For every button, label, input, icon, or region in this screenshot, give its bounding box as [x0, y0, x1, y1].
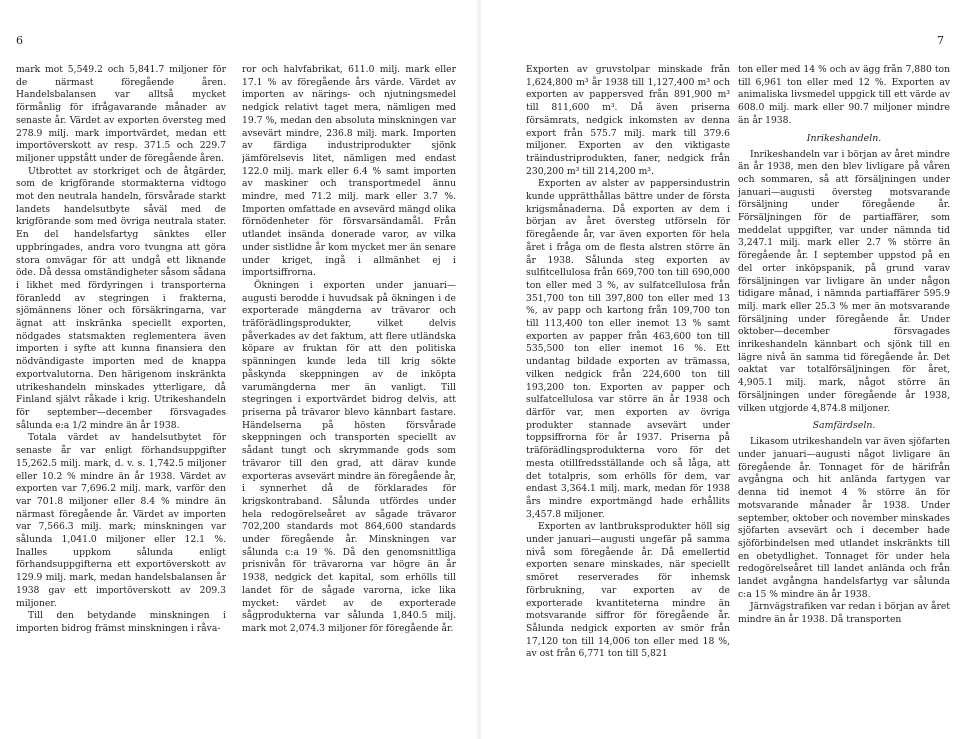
- paragraph: ror och halvfabrikat, 611.0 milj. mark eller 17.1 % av föregående års värde. Värdet av importen av närings- och njutningsmedel nedgick relativt taget mera, nämligen med 19.7 %, medan den absoluta minskningen var avsevärt mindre, 236.8 milj. mark. Importen av färdiga industriprodukter sjönk jämförelsevis litet, nämligen med endast 122.0 milj. mark eller 6.4 % samt importen av maskiner och transportmedel ännu mindre, med 71.2 milj. mark eller 3.7 %. Importen omfattade en avsevärd mängd olika förnödenheter för försvarsändamål. Från utlandet insända donerade varor, av vilka under sistlidne år kom mycket mer än senare under kriget, ingå i allmänhet ej i importsiffrorna.: [242, 64, 456, 279]
- paragraph: Utbrottet av storkriget och de åtgärder, som de krigförande stormakterna vidtogo mot den neutrala handeln, försvårade starkt landets handelsutbyte såväl med de krigförande som med övriga neutrala stater. En del handelsfartyg sänktes eller uppbringades, andra voro tvungna att göra stora omvägar för att undgå ett liknande öde. Då dessa omständigheter såsom sådana i likhet med fördyringen i transporterna föranledd av stegringen i frakterna, sjömännens löner och försäkringarna, var ägnat att inskränka speciellt exporten, nödgades statsmakten reglementera även importen i syfte att kunna finansiera den nödvändigaste importen med de knappa exportvalutorna. Den härigenom inskränkta utrikeshandeln minskades ytterligare, då Finland självt råkade i krig. Utrikeshandeln för september—december försvagades sålunda e:a 1/2 mindre än år 1938.: [16, 165, 226, 431]
- paragraph: Exporten av alster av pappersindustrin kunde upprätthållas bättre under de första krigsmånaderna. Då exporten av dem i början av året översteg utförseln för föregående år, var även exporten för hela året i fråga om de flesta alstren större än år 1938. Sålunda steg exporten av sulfitcellulosa från 669,700 ton till 690,000 ton eller med 3 %, av sulfatcellulosa från 351,700 ton till 397,800 ton eller med 13 %, av papp och kartong från 109,700 ton till 113,400 ton eller inemot 13 % samt exporten av papper från 463,600 ton till 535,500 ton eller inemot 16 %. Ett undantag bildade exporten av trämassa, vilken nedgick från 224,600 ton till 193,200 ton. Exporten av papper och sulfatcellulosa var större än år 1938 och därför var, men exporten av övriga produkter stannade avsevärt under toppsiffrorna för år 1937. Priserna på träförädlingsprodukterna voro för det mesta otillfredsställande och så låga, att det totalpris, som erhölls för dem, var endast 3,364.1 milj. mark, medan för 1938 års mindre exportmängd hade erhållits 3,457.8 miljoner.: [526, 178, 730, 520]
- paragraph: Totala värdet av handelsutbytet för senaste år var enligt förhandsuppgifter 15,262.5 milj. mark, d. v. s. 1,742.5 miljoner eller 10.2 % mindre än år 1938. Värdet av exporten var 7,696.2 milj. mark, varför den var 701.8 miljoner eller 8.4 % mindre än närmast föregående år. Värdet av importen var 7,566.3 milj. mark; minskningen var sålunda 1,041.0 miljoner eller 12.1 %. Inalles uppkom sålunda enligt förhandsuppgifterna ett exportöverskott av 129.9 milj. mark, medan handelsbalansen år 1938 gav ett importöverskott av 209.3 miljoner.: [16, 432, 226, 609]
- section-heading-inrikeshandeln: Inrikeshandeln.: [806, 132, 882, 144]
- right-page: [482, 0, 960, 739]
- paragraph: mark mot 5,549.2 och 5,841.7 miljoner för de närmast föregående åren. Handelsbalansen var alltså mycket förmånlig för ifrågavarande månader av senaste år. Värdet av exporten översteg med 278.9 milj. mark importvärdet, medan ett importöverskott av resp. 371.5 och 229.7 miljoner uppstått under de föregående åren.: [16, 64, 226, 164]
- paragraph: Inrikeshandeln var i början av året mindre än år 1938, men den blev livligare på våren och sommaren, så att försäljningen under januari—augusti översteg motsvarande försäljning under föregående år. Försäljningen för de partiaffärer, som meddelat uppgifter, var under nämnda tid 3,247.1 milj. mark eller 2.7 % större än föregående år. I september uppstod på en del orter inköpspanik, på grund varav försäljningen var livligare än under någon tidigare månad, i nämnda partiaffärer 595.9 milj. mark eller 25.3 % mer än motsvarande försäljning under föregående år. Under oktober—december försvagades inrikeshandeln kännbart och sjönk till en lägre nivå än samma tid föregående år. Det oaktat var totalförsäljningen för året, 4,905.1 milj. mark, något större än försäljningen under föregående år 1938, vilken utgjorde 4,874.8 miljoner.: [738, 148, 950, 414]
- paragraph: Likasom utrikeshandeln var även sjöfarten under januari—augusti något livligare än föregående år. Tonnaget för de härifrån avgångna och hit anlända fartygen var denna tid inemot 4 % större än för motsvarande månader år 1938. Under september, oktober och november minskades sjöfarten avsevärt och i december hade sjöförbindelsen med utlandet inskränkts till en obetydlighet. Tonnaget för under hela redogörelseåret till landet anlända och från landet avgångna handelsfartyg var sålunda c:a 15 % mindre än år 1938.: [738, 436, 950, 600]
- paragraph: ton eller med 14 % och av ägg från 7,880 ton till 6,961 ton eller med 12 %. Exporten av animaliska livsmedel uppgick till ett värde av 608.0 milj. mark eller 90.7 miljoner mindre än år 1938.: [738, 64, 950, 126]
- paragraph: Exporten av gruvstolpar minskade från 1,624,800 m³ år 1938 till 1,127,400 m³ och exporten av pappersved från 891,900 m³ till 811,600 m³. Då även priserna försämrats, nedgick inkomsten av denna export från 575.7 milj. mark till 379.6 miljoner. Exporten av den viktigaste träindustriprodukten, faner, nedgick från 230,200 m³ till 214,200 m³.: [526, 64, 730, 177]
- text-column-1: [16, 64, 226, 736]
- page-number-right: 7: [937, 34, 944, 47]
- text-column-2: [242, 64, 456, 736]
- paragraph: Till den betydande minskningen i importen bidrog främst minskningen i råva-: [16, 610, 226, 634]
- section-heading-samfardseln: Samfärdseln.: [812, 420, 876, 432]
- left-page: [0, 0, 478, 739]
- page-number-left: 6: [16, 34, 23, 47]
- text-column-4: [738, 64, 950, 736]
- paragraph: Järnvägstrafiken var redan i början av året mindre än år 1938. Då transporten: [738, 601, 950, 626]
- text-column-3: [526, 64, 730, 736]
- paragraph: Ökningen i exporten under januari—augusti berodde i huvudsak på ökningen i de exporterade mängderna av trävaror och träförädlingsprodukter, vilket delvis påverkades av det faktum, att flere utländska köpare av fruktan för att den politiska spänningen kunde leda till krig sökte påskynda skeppningen av de inköpta varumängderna mer än vanligt. Till stegringen i exportvärdet bidrog delvis, att priserna på trävaror blevo kännbart fastare. Händelserna på hösten försvårade skeppningen och transporten speciellt av sådant tungt och skrymmande gods som trävaror till den grad, att därav kunde exporteras avsevärt mindre än föregående år, i synnerhet då de förklarades för krigskontraband. Sålunda utfördes under hela redogörelseåret av sågade trävaror 702,200 standards mot 864,600 standards under föregående år. Minskningen var sålunda c:a 19 %. Då den genomsnittliga prisnivån för trävarorna var högre än år 1938, nedgick det kapital, som erhölls till landet för de sågade varorna, icke lika mycket: värdet av de exporterade sågprodukterna var sålunda 1,840.5 milj. mark mot 2,074.3 miljoner för föregående år.: [242, 279, 456, 634]
- paragraph: Exporten av lantbruksprodukter höll sig under januari—augusti ungefär på samma nivå som föregående år. Då emellertid exporten senare minskades, när speciellt smöret reserverades för inhemsk förbrukning, var exporten av de exporterade kvantiteterna mindre än motsvarande siffror för föregående år. Sålunda nedgick exporten av smör från 17,120 ton till 14,006 ton eller med 18 %, av ost från 6,771 ton till 5,821: [526, 521, 730, 660]
